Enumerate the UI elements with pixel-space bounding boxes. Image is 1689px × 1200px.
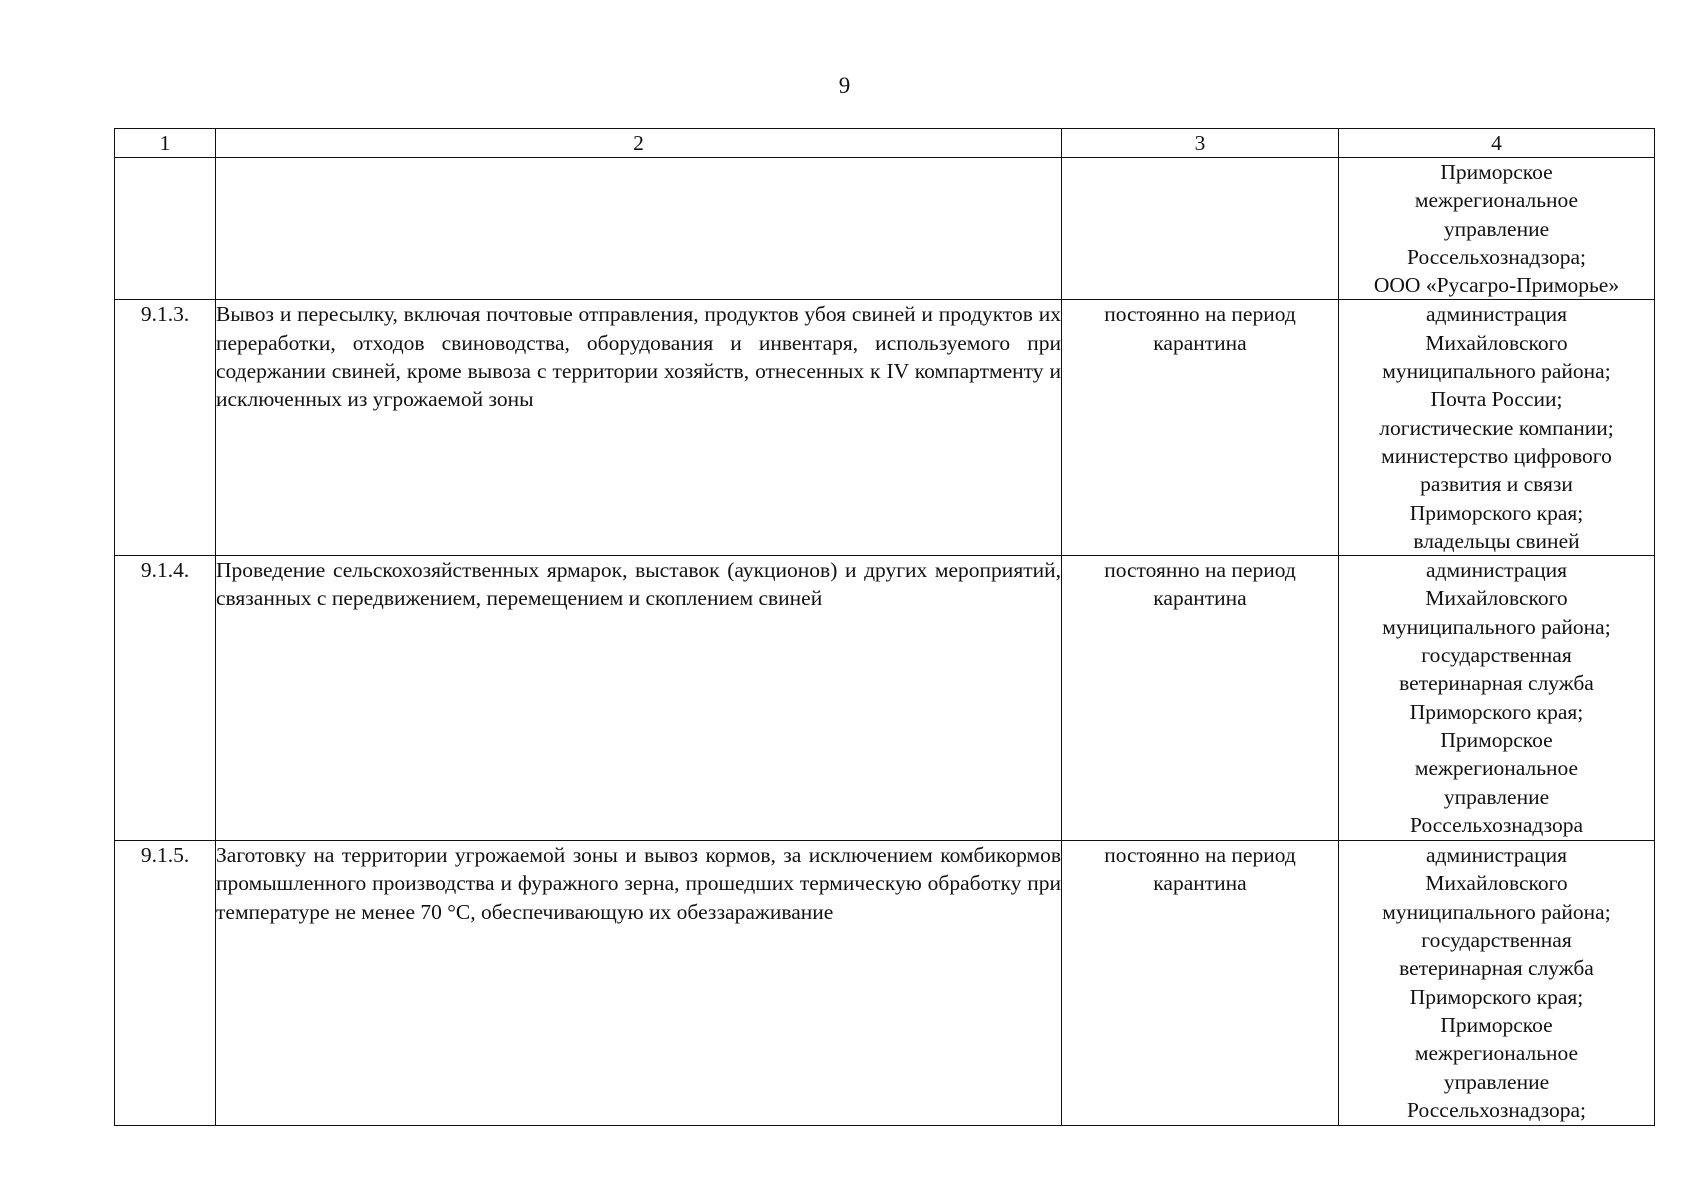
- responsible-line: Приморское: [1440, 1012, 1553, 1037]
- responsible-line: ООО «Русагро-Приморье»: [1373, 273, 1620, 298]
- responsible-line: Приморского края;: [1409, 984, 1584, 1009]
- responsible-line: Россельхознадзора: [1410, 812, 1583, 837]
- item-number-cell: 9.1.4.: [115, 556, 216, 841]
- responsible-line: Приморское: [1440, 727, 1553, 752]
- responsible-line: управление: [1443, 784, 1550, 809]
- responsible-cell: [1339, 841, 1655, 1126]
- responsible-line: Михайловского: [1425, 871, 1568, 896]
- responsible-line: Почта России;: [1430, 387, 1563, 412]
- measure-cell: Заготовку на территории угрожаемой зоны и вывоз кормов, за исключением комбикормов промышленного производства и фуражного зерна, прошедших термическую обработку при температуре не менее 70 °С, обеспечивающую их обеззараживание: [216, 841, 1062, 1126]
- responsible-cell: [1339, 300, 1655, 556]
- responsible-line: Приморского края;: [1409, 699, 1584, 724]
- responsible-line: межрегиональное: [1414, 1041, 1579, 1066]
- table-row: [115, 158, 1655, 300]
- table-row: [115, 556, 1655, 841]
- responsible-line: управление: [1443, 1069, 1550, 1094]
- responsible-line: муниципального района;: [1382, 614, 1611, 639]
- header-cell-col3: 3: [1062, 129, 1339, 158]
- responsible-line: ветеринарная служба: [1399, 671, 1594, 696]
- period-cell: [1062, 158, 1339, 300]
- responsible-line: администрация: [1426, 302, 1567, 327]
- table-header-row: [115, 129, 1655, 158]
- item-number-cell: [115, 158, 216, 300]
- responsible-line: Россельхознадзора;: [1407, 244, 1586, 269]
- responsible-line: логистические компании;: [1379, 415, 1614, 440]
- table-row: [115, 300, 1655, 556]
- responsible-line: ветеринарная служба: [1399, 956, 1594, 981]
- header-cell-col2: 2: [216, 129, 1062, 158]
- responsible-line: Приморское: [1440, 160, 1553, 184]
- header-cell-col1: 1: [115, 129, 216, 158]
- responsible-line: государственная: [1421, 928, 1572, 953]
- measure-cell: Вывоз и пересылку, включая почтовые отправления, продуктов убоя свиней и продуктов их переработки, отходов свиноводства, оборудования и инвентаря, используемого при содержании свиней, кроме вывоза с территории хозяйств, отнесенных к IV компартменту и исключенных из угрожаемой зоны: [216, 300, 1062, 556]
- responsible-line: администрация: [1426, 843, 1567, 868]
- responsible-line: межрегиональное: [1414, 756, 1579, 781]
- responsible-line: межрегиональное: [1414, 188, 1579, 213]
- item-number-cell: 9.1.5.: [115, 841, 216, 1126]
- period-cell: постоянно на период карантина: [1062, 556, 1339, 841]
- period-cell: постоянно на период карантина: [1062, 841, 1339, 1126]
- page-number: 9: [838, 73, 851, 98]
- responsible-line: Михайловского: [1425, 586, 1568, 611]
- item-number-cell: 9.1.3.: [115, 300, 216, 556]
- responsible-line: Приморского края;: [1409, 500, 1584, 525]
- responsible-line: государственная: [1421, 643, 1572, 668]
- responsible-line: Михайловского: [1425, 330, 1568, 355]
- period-cell: постоянно на период карантина: [1062, 300, 1339, 556]
- responsible-line: муниципального района;: [1382, 359, 1611, 384]
- measure-cell: Проведение сельскохозяйственных ярмарок, выставок (аукционов) и других мероприятий, связанных с передвижением, перемещением и скоплением свиней: [216, 556, 1062, 841]
- table-row: [115, 841, 1655, 1126]
- responsible-cell: [1339, 556, 1655, 841]
- measures-table: [114, 128, 1655, 1126]
- responsible-line: владельцы свиней: [1413, 528, 1580, 553]
- responsible-line: администрация: [1426, 558, 1567, 583]
- measure-cell: [216, 158, 1062, 300]
- responsible-line: министерство цифрового: [1381, 443, 1612, 468]
- responsible-line: развития и связи: [1420, 472, 1573, 497]
- responsible-line: муниципального района;: [1382, 899, 1611, 924]
- responsible-line: управление: [1443, 216, 1550, 241]
- responsible-cell: [1339, 158, 1655, 300]
- responsible-line: Россельхознадзора;: [1407, 1097, 1586, 1122]
- header-cell-col4: 4: [1339, 129, 1655, 158]
